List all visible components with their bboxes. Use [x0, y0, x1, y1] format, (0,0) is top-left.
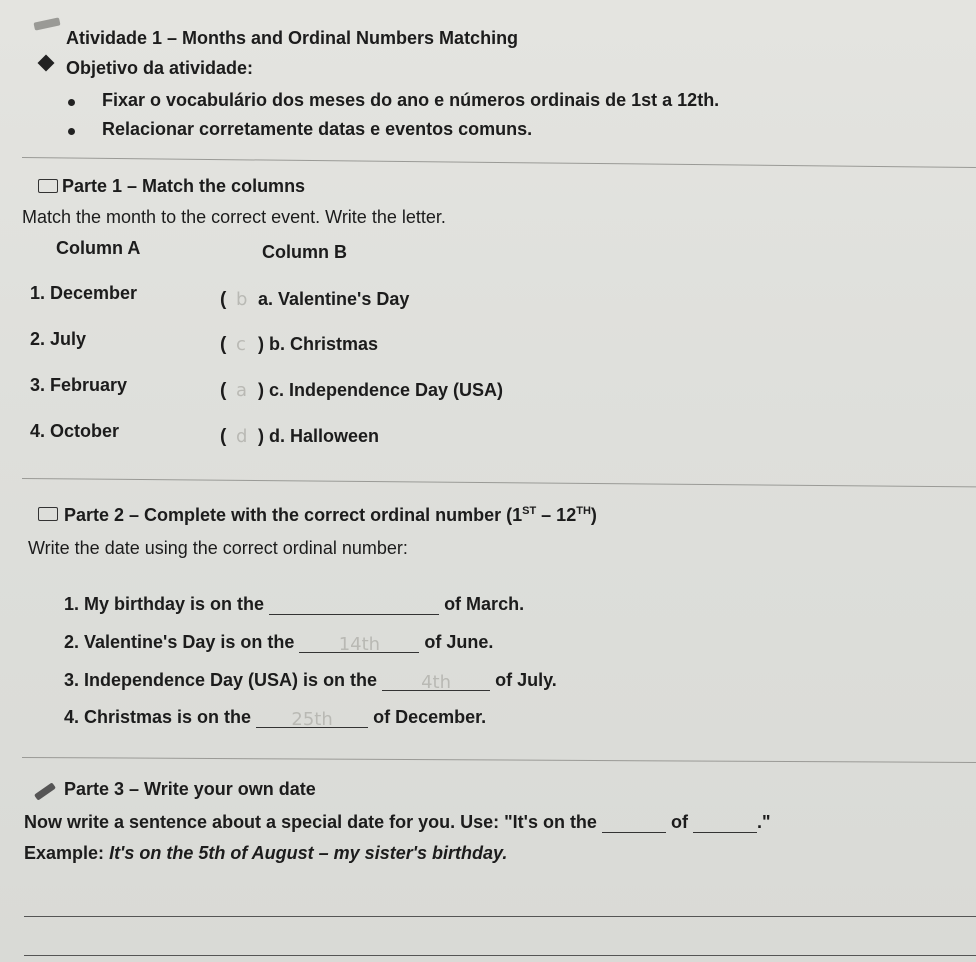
part3-title: Parte 3 – Write your own date — [64, 779, 316, 799]
answer-blank[interactable]: 14th — [299, 634, 419, 653]
fill-item: 1. My birthday is on the of March. — [64, 594, 525, 614]
fill-item: 2. Valentine's Day is on the 14th of June. — [64, 632, 494, 655]
column-a-item: 4. October — [30, 421, 120, 441]
bullet-icon — [68, 99, 75, 106]
column-b-header: Column B — [262, 242, 347, 262]
activity-title: Atividade 1 – Months and Ordinal Numbers Matching — [66, 28, 519, 48]
fill-item: 4. Christmas is on the 25th of December. — [64, 707, 487, 730]
writing-line[interactable] — [24, 955, 976, 956]
column-b-item: ) b. Christmas — [258, 334, 379, 354]
part1-instruction: Match the month to the correct event. Write the letter. — [22, 207, 446, 227]
objective-item: Relacionar corretamente datas e eventos comuns. — [102, 119, 533, 139]
diamond-bullet-icon — [38, 55, 55, 72]
checkbox-icon — [38, 507, 58, 521]
bullet-icon — [68, 128, 75, 135]
pencil-icon — [34, 782, 56, 800]
part2-instruction: Write the date using the correct ordinal number: — [28, 538, 408, 558]
part1-title: Parte 1 – Match the columns — [62, 176, 306, 196]
answer-paren: ( — [220, 334, 227, 355]
column-a-header: Column A — [56, 238, 141, 258]
answer-blank[interactable]: 4th — [382, 672, 490, 691]
month-blank[interactable] — [693, 814, 757, 833]
answer-paren: ( — [220, 426, 227, 447]
answer-handwritten: c — [236, 334, 246, 355]
answer-handwritten: d — [236, 426, 248, 447]
answer-handwritten: b — [236, 289, 248, 310]
divider — [22, 478, 976, 487]
part2-title: Parte 2 – Complete with the correct ordinal number (1ST – 12TH) — [64, 505, 597, 525]
answer-blank[interactable] — [269, 596, 439, 615]
example-sentence: Example: It's on the 5th of August – my sister's birthday. — [24, 843, 508, 863]
pencil-icon — [33, 17, 60, 30]
part3-instruction: Now write a sentence about a special date for you. Use: "It's on the of ." — [24, 812, 771, 832]
answer-blank[interactable]: 25th — [256, 709, 368, 728]
writing-line[interactable] — [24, 916, 976, 917]
answer-paren: ( — [220, 289, 227, 310]
column-a-item: 1. December — [30, 283, 138, 303]
fill-item: 3. Independence Day (USA) is on the 4th of July. — [64, 670, 557, 693]
divider — [22, 157, 976, 168]
column-b-item: a. Valentine's Day — [258, 289, 410, 309]
column-a-item: 2. July — [30, 329, 87, 349]
column-b-item: ) c. Independence Day (USA) — [258, 380, 504, 400]
answer-paren: ( — [220, 380, 227, 401]
objective-item: Fixar o vocabulário dos meses do ano e números ordinais de 1st a 12th. — [102, 90, 720, 110]
answer-handwritten: a — [236, 380, 248, 401]
checkbox-icon — [38, 179, 58, 193]
objective-label: Objetivo da atividade: — [66, 58, 254, 78]
column-b-item: ) d. Halloween — [258, 426, 380, 446]
column-a-item: 3. February — [30, 375, 128, 395]
day-blank[interactable] — [602, 814, 666, 833]
divider — [22, 757, 976, 763]
